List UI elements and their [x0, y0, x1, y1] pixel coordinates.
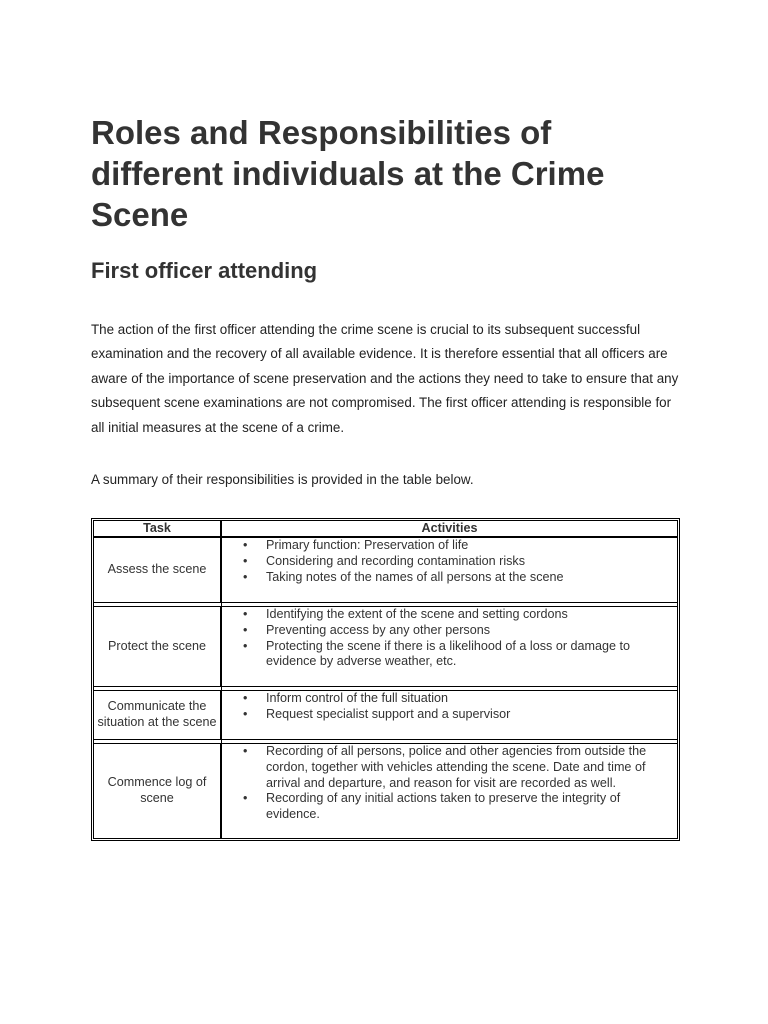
- list-item: • Request specialist support and a supervisor: [266, 707, 677, 723]
- summary-line: A summary of their responsibilities is provided in the table below.: [91, 472, 474, 487]
- task-column-header: Task: [93, 520, 222, 538]
- section-heading: First officer attending: [91, 258, 318, 283]
- activities-cell: [222, 691, 678, 739]
- table-row: [93, 744, 678, 839]
- table-header-row: [93, 520, 678, 538]
- activities-cell: [222, 744, 678, 839]
- list-item: • Recording of all persons, police and other agencies from outside the cordon, together with vehicles attending the scene. Date and time of arrival and departure, and reason for visit are recorded as well.: [266, 744, 677, 791]
- table-row: [93, 607, 678, 686]
- list-item: • Recording of any initial actions taken to preserve the integrity of evidence.: [266, 791, 677, 823]
- list-item: • Considering and recording contamination risks: [266, 554, 677, 570]
- activities-list: [222, 744, 677, 823]
- table-row: [93, 538, 678, 602]
- list-item: • Identifying the extent of the scene and setting cordons: [266, 607, 677, 623]
- activities-list: [222, 538, 677, 585]
- activities-cell: [222, 607, 678, 686]
- activities-list: [222, 691, 677, 723]
- list-item: • Taking notes of the names of all persons at the scene: [266, 570, 677, 586]
- list-item: • Inform control of the full situation: [266, 691, 677, 707]
- activities-list: [222, 607, 677, 670]
- page-title: Roles and Responsibilities of different individuals at the Crime Scene: [91, 114, 605, 233]
- activities-column-header: Activities: [222, 520, 678, 538]
- list-item: • Preventing access by any other persons: [266, 623, 677, 639]
- list-item: • Primary function: Preservation of life: [266, 538, 677, 554]
- task-cell: Protect the scene: [93, 607, 222, 686]
- task-cell: Communicate the situation at the scene: [93, 691, 222, 739]
- intro-paragraph: The action of the first officer attending the crime scene is crucial to its subsequent successful examination and the recovery of all available evidence. It is therefore essential that all officers are aware of the importance of scene preservation and the actions they need to take to ensure that any subsequent scene examinations are not compromised. The first officer attending is responsible for all initial measures at the scene of a crime.: [91, 322, 679, 435]
- task-cell: Assess the scene: [93, 538, 222, 602]
- list-item: • Protecting the scene if there is a likelihood of a loss or damage to evidence by adverse weather, etc.: [266, 639, 677, 671]
- task-cell: Commence log of scene: [93, 744, 222, 839]
- activities-cell: [222, 538, 678, 602]
- responsibilities-table: [91, 518, 680, 841]
- table-row: [93, 691, 678, 739]
- responsibilities-table-grid: [93, 520, 678, 839]
